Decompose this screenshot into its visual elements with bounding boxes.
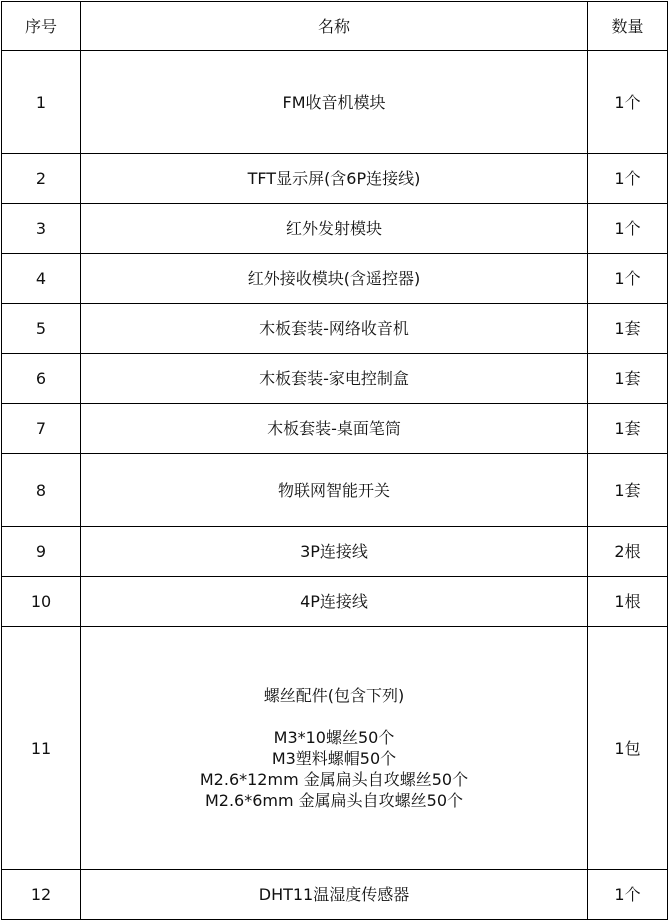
table-row xyxy=(2,51,668,154)
row-quantity: 2根 xyxy=(588,527,668,577)
row-quantity: 1个 xyxy=(588,204,668,254)
row-quantity: 1套 xyxy=(588,404,668,454)
row-index: 9 xyxy=(2,527,81,577)
row-name: 红外发射模块 xyxy=(81,204,588,254)
table-row xyxy=(2,870,668,920)
row-name-multiline xyxy=(81,627,588,870)
row-quantity: 1个 xyxy=(588,254,668,304)
row-quantity: 1根 xyxy=(588,577,668,627)
row-index: 5 xyxy=(2,304,81,354)
row-name: 木板套装-网络收音机 xyxy=(81,304,588,354)
table-row xyxy=(2,577,668,627)
row-name: 物联网智能开关 xyxy=(81,454,588,527)
row-index: 12 xyxy=(2,870,81,920)
row-quantity: 1个 xyxy=(588,870,668,920)
row-quantity: 1个 xyxy=(588,51,668,154)
row-name: TFT显示屏(含6P连接线) xyxy=(81,154,588,204)
table-row xyxy=(2,154,668,204)
sub-item: M3塑料螺帽50个 xyxy=(271,749,397,768)
table-row xyxy=(2,627,668,870)
table-row xyxy=(2,304,668,354)
line-gap xyxy=(81,706,587,727)
row-index: 3 xyxy=(2,204,81,254)
row-quantity: 1个 xyxy=(588,154,668,204)
row-quantity: 1套 xyxy=(588,454,668,527)
sub-item: M2.6*12mm 金属扁头自攻螺丝50个 xyxy=(199,770,469,789)
table-row xyxy=(2,354,668,404)
table-row xyxy=(2,254,668,304)
parts-table xyxy=(1,1,668,920)
row-quantity: 1套 xyxy=(588,354,668,404)
row-quantity: 1包 xyxy=(588,627,668,870)
row-index: 1 xyxy=(2,51,81,154)
row-quantity: 1套 xyxy=(588,304,668,354)
row-name: DHT11温湿度传感器 xyxy=(81,870,588,920)
row-index: 4 xyxy=(2,254,81,304)
row-index: 2 xyxy=(2,154,81,204)
sub-item: M2.6*6mm 金属扁头自攻螺丝50个 xyxy=(204,791,464,810)
header-quantity: 数量 xyxy=(588,2,668,51)
row-name: 木板套装-桌面笔筒 xyxy=(81,404,588,454)
row-name: 红外接收模块(含遥控器) xyxy=(81,254,588,304)
table-row xyxy=(2,454,668,527)
table-row xyxy=(2,527,668,577)
row-name: 4P连接线 xyxy=(81,577,588,627)
row-index: 6 xyxy=(2,354,81,404)
row-name: FM收音机模块 xyxy=(81,51,588,154)
table-header-row xyxy=(2,2,668,51)
row-index: 10 xyxy=(2,577,81,627)
table-row xyxy=(2,404,668,454)
sub-item: M3*10螺丝50个 xyxy=(273,728,395,747)
row-index: 11 xyxy=(2,627,81,870)
row-name: 木板套装-家电控制盒 xyxy=(81,354,588,404)
table-row xyxy=(2,204,668,254)
row-name: 3P连接线 xyxy=(81,527,588,577)
header-index: 序号 xyxy=(2,2,81,51)
row-index: 8 xyxy=(2,454,81,527)
row-name: 螺丝配件(包含下列) xyxy=(263,686,405,705)
row-index: 7 xyxy=(2,404,81,454)
header-name: 名称 xyxy=(81,2,588,51)
